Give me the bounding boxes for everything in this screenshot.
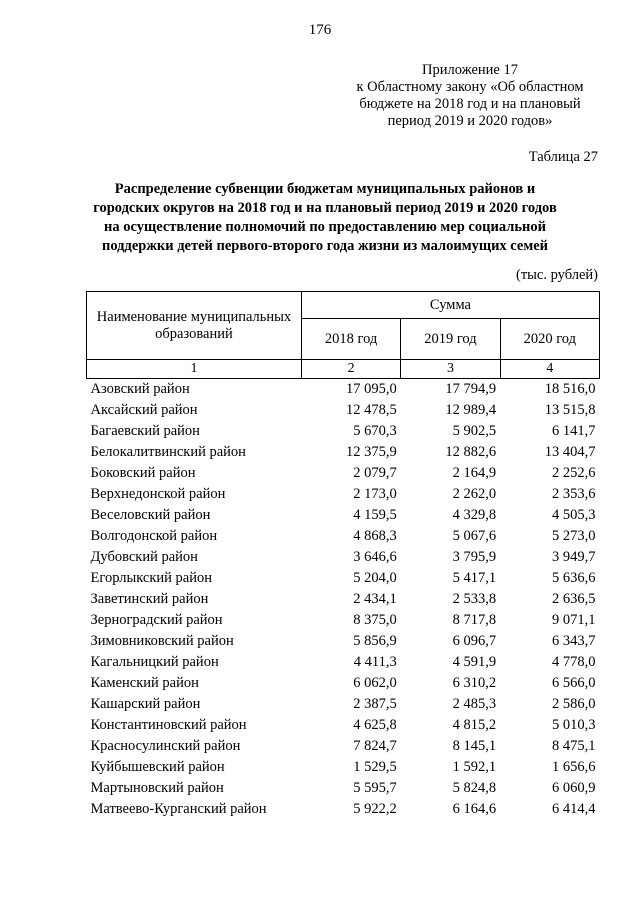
value-2018: 2 079,7	[353, 465, 397, 481]
appendix-line: бюджете на 2018 год и на плановый	[359, 96, 581, 112]
value-2020: 9 071,1	[552, 612, 596, 628]
table-row	[87, 442, 600, 463]
appendix-line: период 2019 и 2020 годов»	[387, 113, 553, 129]
value-2019: 5 417,1	[452, 570, 497, 586]
municipality-name: Белокалитвинский район	[90, 444, 246, 460]
value-2019: 2 262,0	[452, 486, 497, 502]
table-row	[87, 568, 600, 589]
table-row	[87, 652, 600, 673]
municipality-name: Заветинский район	[90, 591, 209, 607]
value-2018: 1 529,5	[353, 759, 397, 775]
value-2020: 13 515,8	[544, 402, 596, 418]
value-2019: 1 592,1	[452, 759, 497, 775]
municipality-name: Мартыновский район	[90, 780, 224, 796]
document-title	[80, 180, 570, 256]
table-row	[87, 463, 600, 484]
table-number: Таблица 27	[528, 149, 598, 165]
value-2020: 4 505,3	[552, 507, 596, 523]
municipality-name: Дубовский район	[90, 549, 198, 565]
value-2019: 8 145,1	[452, 738, 497, 754]
subvention-table	[86, 291, 600, 820]
value-2020: 6 060,9	[552, 780, 596, 796]
value-2018: 5 922,2	[353, 801, 397, 817]
municipality-name: Егорлыкский район	[90, 570, 212, 586]
value-2018: 5 595,7	[353, 780, 397, 796]
value-2019: 4 329,8	[452, 507, 497, 523]
appendix-line: Приложение 17	[422, 62, 518, 78]
table-body	[87, 379, 600, 821]
value-2018: 5 204,0	[353, 570, 397, 586]
title-line: Распределение субвенции бюджетам муниципальных районов и	[114, 181, 536, 197]
table-row	[87, 757, 600, 778]
value-2020: 6 566,0	[552, 675, 596, 691]
value-2018: 4 411,3	[353, 654, 397, 670]
value-2020: 4 778,0	[552, 654, 596, 670]
value-2018: 4 868,3	[353, 528, 397, 544]
value-2018: 7 824,7	[353, 738, 397, 754]
value-2019: 12 882,6	[445, 444, 497, 460]
table-row	[87, 379, 600, 401]
title-line: поддержки детей первого-второго года жизни из малоимущих семей	[101, 238, 549, 254]
municipality-name: Аксайский район	[90, 402, 198, 418]
municipality-name: Константиновский район	[90, 717, 247, 733]
table-row	[87, 715, 600, 736]
value-2018: 6 062,0	[353, 675, 397, 691]
appendix-reference	[340, 62, 600, 130]
header-year-2019: 2019 год	[401, 319, 500, 360]
value-2019: 4 591,9	[452, 654, 497, 670]
value-2020: 6 343,7	[552, 633, 596, 649]
value-2018: 17 095,0	[346, 381, 397, 397]
value-2019: 2 164,9	[452, 465, 497, 481]
table-row	[87, 421, 600, 442]
value-2019: 6 096,7	[452, 633, 497, 649]
header-sum: Сумма	[301, 292, 599, 319]
table-row	[87, 673, 600, 694]
municipality-name: Волгодонской район	[90, 528, 218, 544]
value-2019: 8 717,8	[452, 612, 497, 628]
municipality-name: Веселовский район	[90, 507, 211, 523]
column-index: 2	[301, 360, 400, 379]
appendix-line: к Областному закону «Об областном	[356, 79, 584, 95]
table-row	[87, 694, 600, 715]
units-label: (тыс. рублей)	[516, 267, 598, 283]
value-2020: 6 414,4	[552, 801, 596, 817]
municipality-name: Зерноградский район	[90, 612, 223, 628]
value-2020: 2 353,6	[552, 486, 596, 502]
value-2018: 8 375,0	[353, 612, 397, 628]
value-2020: 13 404,7	[544, 444, 596, 460]
value-2020: 1 656,6	[552, 759, 596, 775]
value-2019: 5 824,8	[452, 780, 497, 796]
title-line: городских округов на 2018 год и на плановый период 2019 и 2020 годов	[93, 200, 557, 216]
value-2020: 2 636,5	[552, 591, 596, 607]
value-2020: 5 273,0	[552, 528, 596, 544]
table-row	[87, 631, 600, 652]
column-index: 1	[87, 360, 302, 379]
municipality-name: Верхнедонской район	[90, 486, 226, 502]
value-2018: 2 173,0	[353, 486, 397, 502]
value-2018: 3 646,6	[353, 549, 397, 565]
column-index: 4	[500, 360, 599, 379]
table-row	[87, 484, 600, 505]
municipality-name: Кашарский район	[90, 696, 201, 712]
table-row	[87, 778, 600, 799]
header-year-2018: 2018 год	[301, 319, 400, 360]
value-2019: 6 310,2	[452, 675, 497, 691]
table-row	[87, 400, 600, 421]
header-name-line: образований	[155, 325, 233, 342]
value-2018: 4 159,5	[353, 507, 397, 523]
table-row	[87, 589, 600, 610]
table-row	[87, 547, 600, 568]
value-2019: 4 815,2	[452, 717, 497, 733]
value-2018: 2 387,5	[353, 696, 397, 712]
table-row	[87, 799, 600, 820]
column-index: 3	[401, 360, 500, 379]
value-2019: 6 164,6	[452, 801, 497, 817]
value-2019: 12 989,4	[445, 402, 497, 418]
table-row	[87, 526, 600, 547]
value-2018: 12 478,5	[346, 402, 397, 418]
value-2019: 5 067,6	[452, 528, 497, 544]
value-2020: 8 475,1	[552, 738, 596, 754]
municipality-name: Каменский район	[90, 675, 199, 691]
value-2019: 3 795,9	[452, 549, 497, 565]
value-2019: 17 794,9	[445, 381, 497, 397]
value-2018: 5 670,3	[353, 423, 397, 439]
municipality-name: Красносулинский район	[90, 738, 241, 754]
value-2018: 2 434,1	[353, 591, 397, 607]
value-2020: 2 586,0	[552, 696, 596, 712]
header-name	[87, 292, 302, 360]
value-2020: 2 252,6	[552, 465, 596, 481]
value-2018: 12 375,9	[346, 444, 397, 460]
page-number: 176	[308, 22, 332, 38]
municipality-name: Кагальницкий район	[90, 654, 219, 670]
table-row	[87, 505, 600, 526]
table-row	[87, 736, 600, 757]
municipality-name: Куйбышевский район	[90, 759, 225, 775]
value-2020: 18 516,0	[544, 381, 596, 397]
value-2018: 5 856,9	[353, 633, 397, 649]
value-2020: 5 010,3	[552, 717, 596, 733]
header-year-2020: 2020 год	[500, 319, 599, 360]
municipality-name: Матвеево-Курганский район	[90, 801, 267, 817]
value-2019: 5 902,5	[452, 423, 497, 439]
header-name-line: Наименование муниципальных	[96, 308, 292, 325]
municipality-name: Зимовниковский район	[90, 633, 234, 649]
value-2018: 4 625,8	[353, 717, 397, 733]
municipality-name: Азовский район	[90, 381, 190, 397]
table-row	[87, 610, 600, 631]
value-2020: 5 636,6	[552, 570, 596, 586]
value-2020: 6 141,7	[552, 423, 596, 439]
title-line: на осуществление полномочий по предоставлению мер социальной	[104, 219, 546, 235]
value-2019: 2 533,8	[452, 591, 497, 607]
municipality-name: Боковский район	[90, 465, 196, 481]
value-2020: 3 949,7	[552, 549, 596, 565]
municipality-name: Багаевский район	[90, 423, 200, 439]
value-2019: 2 485,3	[452, 696, 497, 712]
